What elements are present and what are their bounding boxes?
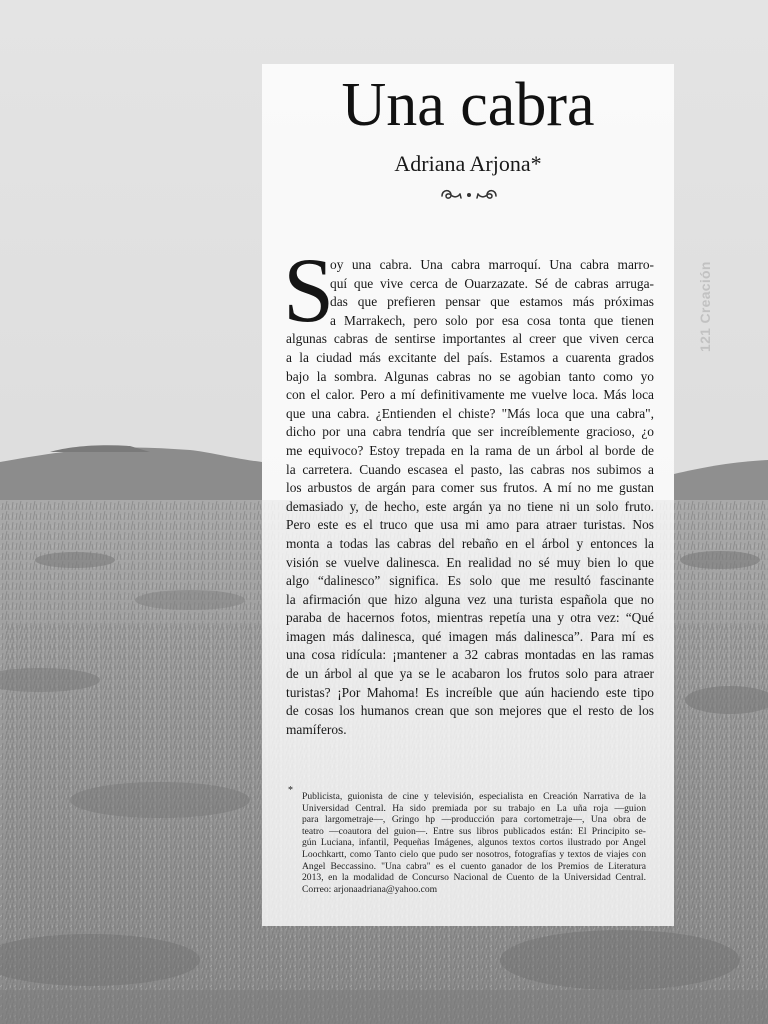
body-line: visión se vuelve dalinesca. En realidad no sé muy bien lo que bbox=[286, 554, 654, 570]
footnote-line: teatro —coautora del guion—. Entre sus libros publicados están: El Principito se- bbox=[302, 825, 646, 837]
article-title: Una cabra bbox=[341, 71, 595, 139]
body-line: algunas cabras de sentirse importantes al creer que viven cerca bbox=[286, 331, 654, 347]
body-line: a Marrakech, pero solo por esa cosa tonta que tienen bbox=[330, 312, 654, 328]
story-body bbox=[286, 256, 654, 739]
body-line: con el calor. Pero a mí definitivamente me vuelve loca. Más loca bbox=[286, 387, 654, 403]
footnote-line: Correo: arjonaadriana@yahoo.com bbox=[302, 883, 438, 895]
body-line: oy una cabra. Una cabra marroquí. Una cabra marro- bbox=[330, 257, 654, 272]
footnote-line: Universidad Central. Ha sido premiada por su trabajo en La uña roja —guion bbox=[302, 802, 646, 814]
body-line: los arbustos de argán para comer sus frutos. A mí no me gustan bbox=[286, 480, 654, 496]
body-line: la afirmación que hizo alguna vez una turista española que no bbox=[286, 591, 654, 607]
footnote-marker: * bbox=[288, 785, 293, 796]
body-line: una cosa ridícula: ¡mantener a 32 cabras montadas en las ramas bbox=[286, 647, 654, 663]
body-line: que una cabra. ¿Entienden el chiste? "Más loca que una cabra", bbox=[286, 405, 654, 421]
body-line: algo “dalinesco” significa. Es solo que me resultó fascinante bbox=[286, 573, 654, 589]
footnote-line: gún Luciana, infantil, Pequeñas Imágenes, algunos textos cortos ilustrado por Angel bbox=[302, 837, 646, 849]
body-line: paraba de hacernos fotos, mientras repetía una y otra vez: “Qué bbox=[286, 610, 654, 626]
author-footnote bbox=[302, 791, 646, 895]
footnote-line: para largometraje—, Gringo hp —producción para cortometraje—, Una obra de bbox=[302, 814, 646, 826]
drop-cap: S bbox=[283, 239, 335, 341]
body-line: me equivoco? Estoy trepada en la rama de un árbol al borde de bbox=[286, 442, 654, 458]
body-line: monta a todas las cabras del rebaño en el árbol y entonces la bbox=[286, 535, 654, 551]
body-line: mamíferos. bbox=[286, 721, 347, 737]
body-line: turistas? ¡Por Mahoma! Es increíble que aún haciendo este tipo bbox=[286, 684, 654, 700]
page-number-section: 121 Creación bbox=[697, 261, 713, 352]
footnote-line: 2013, en la modalidad de Concurso Nacional de Cuento de la Universidad Central. bbox=[302, 872, 646, 884]
footnote-line: Angel Beccassino. "Una cabra" es el cuento ganador de los Premios de Literatura bbox=[302, 860, 646, 872]
body-line: das que prefieren pensar que estamos más próximas bbox=[330, 294, 654, 310]
body-line: de cosas los humanos crean que son mejores que el resto de los bbox=[286, 703, 654, 719]
body-line: dicho por una cabra tendría que ser increíblemente gracioso, ¿o bbox=[286, 424, 654, 440]
body-line: Pero este es el truco que usa mi amo para atraer turistas. Nos bbox=[286, 517, 654, 533]
body-line: la carretera. Cuando escasea el pasto, las cabras nos subimos a bbox=[286, 461, 654, 477]
body-line: a la ciudad más excitante del país. Estamos a cuarenta grados bbox=[286, 349, 654, 365]
body-line: de un árbol al que ya se le acabaron los frutos solo para atraer bbox=[286, 666, 654, 682]
body-line: bajo la sombra. Algunas cabras no se agobian tanto como yo bbox=[286, 368, 654, 384]
author-name: Adriana Arjona* bbox=[394, 151, 542, 176]
body-line: demasiado y, de hecho, este argán ya no tiene ni un solo fruto. bbox=[286, 498, 654, 514]
body-line: quí que vive cerca de Ouarzazate. Sé de cabras arruga- bbox=[330, 275, 654, 291]
footnote-line: Publicista, guionista de cine y televisión, especialista en Creación Narrativa de la bbox=[302, 791, 646, 802]
footnote-line: Loochkartt, como Tanto cielo que pudo ser nosotros, fotografías y textos de viajes con bbox=[302, 848, 646, 860]
body-line: imagen más dalinesca, qué imagen más dalinesca”. Para mí es bbox=[286, 628, 654, 644]
ornament-flourish-icon bbox=[438, 184, 500, 204]
